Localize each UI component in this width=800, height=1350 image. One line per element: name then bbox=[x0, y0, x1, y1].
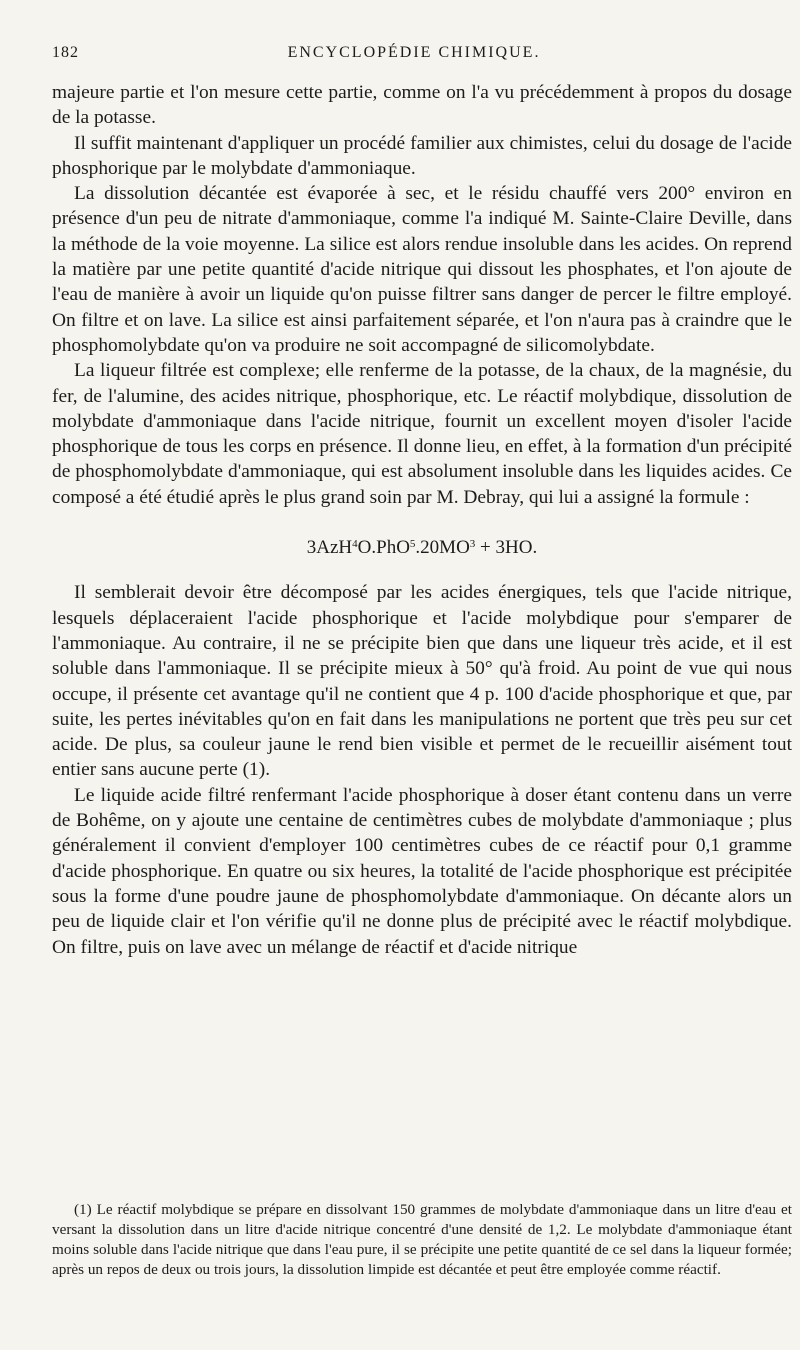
running-title: ENCYCLOPÉDIE CHIMIQUE. bbox=[287, 44, 541, 61]
running-header bbox=[52, 44, 776, 68]
body-text bbox=[52, 80, 792, 960]
paragraph: La dissolution décantée est évaporée à sec, et le résidu chauffé vers 200° environ en présence d'un peu de nitrate d'ammoniaque, comme l'a indiqué M. Sainte-Claire Deville, dans la méthode de la voie moyenne. La silice est alors rendue insoluble dans les acides. On reprend la matière par une petite quantité d'acide nitrique qui dissout les phosphates, et l'on ajoute de l'eau de manière à avoir un liquide qu'on puisse filtrer sans danger de percer le filtre employé. On filtre et on lave. La silice est ainsi parfaitement séparée, et l'on n'aura pas à craindre que le phosphomolybdate qu'on va produire ne soit accompagné de silicomolybdate. bbox=[52, 183, 792, 356]
paragraph: La liqueur filtrée est complexe; elle renferme de la potasse, de la chaux, de la magnésie, du fer, de l'alumine, des acides nitrique, phosphorique, etc. Le réactif molybdique, dissolution de molybdate d'ammoniaque dans l'acide nitrique, fournit un excellent moyen d'isoler l'acide phosphorique de tous les corps en présence. Il donne lieu, en effet, à la formation d'un précipité de phosphomolybdate d'ammoniaque, qui est absolument insoluble dans les liquides acides. Ce composé a été étudié après le plus grand soin par M. Debray, qui lui a assigné la formule : bbox=[52, 360, 792, 508]
chemical-formula: $3AzH^4O.PhO^5.20MO^3 + 3HO$. bbox=[306, 537, 538, 559]
page-number: 182 bbox=[52, 44, 79, 61]
paragraph: Il suffit maintenant d'appliquer un procédé familier aux chimistes, celui du dosage de l'acide phosphorique par le molybdate d'ammoniaque. bbox=[52, 132, 792, 179]
paragraph: Le liquide acide filtré renfermant l'acide phosphorique à doser étant contenu dans un verre de Bohême, on y ajoute une centaine de centimètres cubes de molybdate d'ammoniaque ; plus généralement il convient d'employer 100 centimètres cubes de ce réactif pour 0,1 gramme d'acide phosphorique. En quatre ou six heures, la totalité de l'acide phosphorique est précipitée sous la forme d'une poudre jaune de phosphomolybdate d'ammoniaque. On décante alors un peu de liquide clair et l'on vérifie qu'il ne donne plus de précipité avec le réactif molybdique. On filtre, puis on lave avec un mélange de réactif et d'acide nitrique bbox=[52, 784, 792, 958]
footnote-area bbox=[52, 1200, 792, 1280]
paragraph: majeure partie et l'on mesure cette partie, comme on l'a vu précédemment à propos du dosage de la potasse. bbox=[52, 82, 792, 129]
footnote: (1) Le réactif molybdique se prépare en dissolvant 150 grammes de molybdate d'ammoniaque dans un litre d'eau et versant la dissolution dans un litre d'acide nitrique concentré d'une densité de 1,2. Le molybdate d'ammoniaque étant moins soluble dans l'acide nitrique que dans l'eau pure, il se précipite une petite quantité de ce sel dans la liqueur formée; après un repos de deux ou trois jours, la dissolution limpide est décantée et peut être employée comme réactif. bbox=[52, 1201, 792, 1278]
paragraph: Il semblerait devoir être décomposé par les acides énergiques, tels que l'acide nitrique, lesquels déplaceraient l'acide phosphorique et l'acide molybdique pour s'emparer de l'ammoniaque. Au contraire, il ne se précipite bien que dans une liqueur très acide, et il est soluble dans l'ammoniaque. Il se précipite mieux à 50° qu'à froid. Au point de vue qui nous occupe, il présente cet avantage qu'il ne contient que 4 p. 100 d'acide phosphorique et que, par suite, les pertes inévitables qu'on en fait dans les manipulations ne portent que très peu sur cet acide. De plus, sa couleur jaune le rend bien visible et permet de le recueillir aisément tout entier sans aucune perte (1). bbox=[52, 582, 792, 781]
